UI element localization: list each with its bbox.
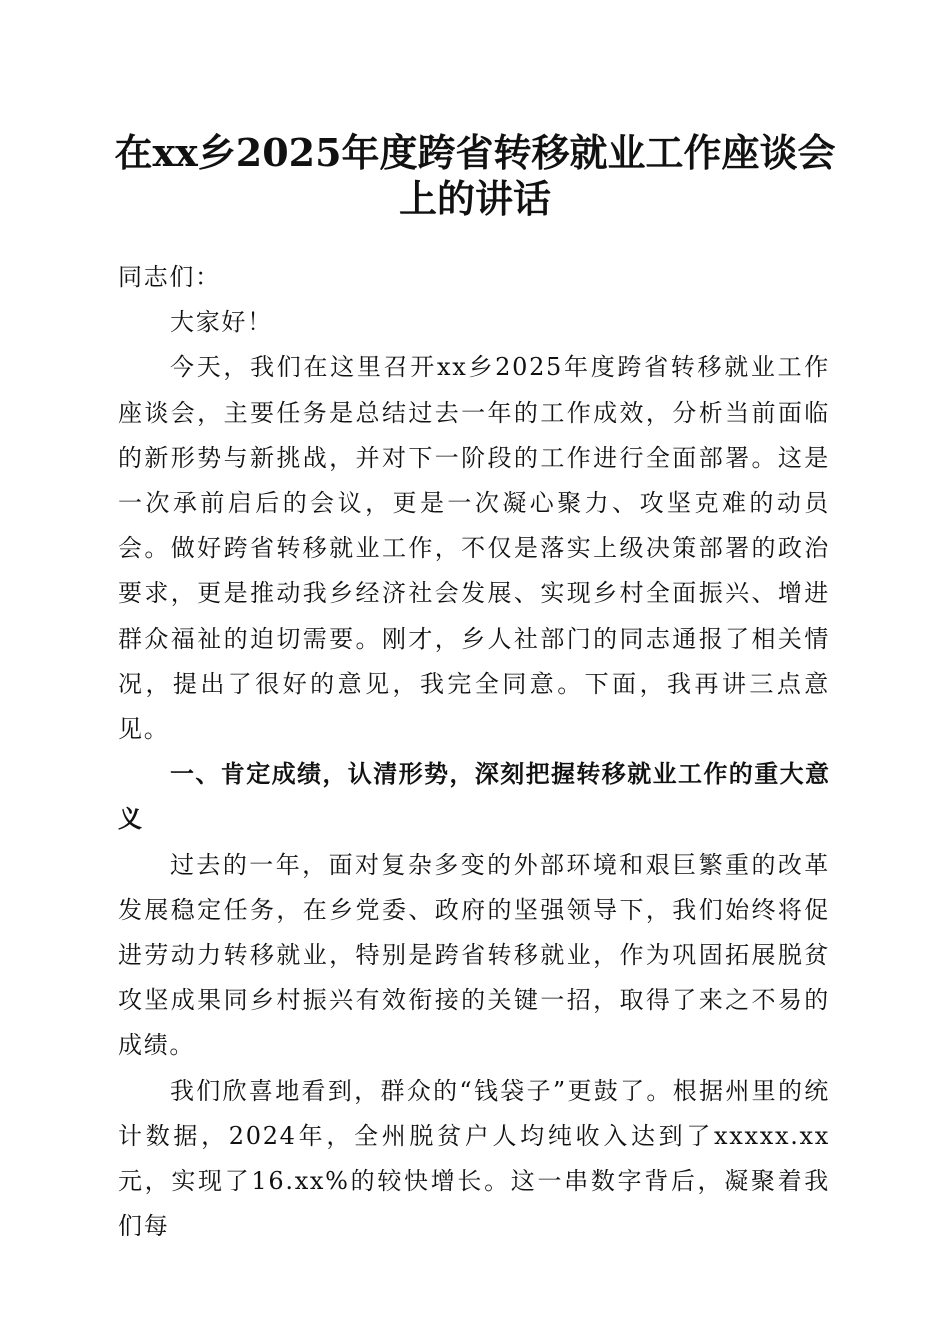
salutation: 同志们： — [118, 263, 221, 291]
document-body — [118, 255, 830, 1249]
section-heading: 一、肯定成绩，认清形势，深刻把握转移就业工作的重大意义 — [118, 760, 830, 834]
document-title: 在xx乡2025年度跨省转移就业工作座谈会上的讲话 — [114, 130, 836, 221]
greeting: 大家好！ — [170, 308, 273, 337]
section-paragraph-2: 我们欣喜地看到，群众的“钱袋子”更鼓了。根据州里的统计数据，2024年，全州脱贫户人均纯收入达到了xxxxx.xx元，实现了16.xx%的较快增长。这一串数字背后，凝聚着我们每 — [118, 1076, 830, 1241]
section-paragraph-1: 过去的一年，面对复杂多变的外部环境和艰巨繁重的改革发展稳定任务，在乡党委、政府的坚强领导下，我们始终将促进劳动力转移就业，特别是跨省转移就业，作为巩固拓展脱贫攻坚成果同乡村振兴有效衔接的关键一招，取得了来之不易的成绩。 — [118, 850, 830, 1060]
intro-paragraph: 今天，我们在这里召开xx乡2025年度跨省转移就业工作座谈会，主要任务是总结过去一年的工作成效，分析当前面临的新形势与新挑战，并对下一阶段的工作进行全面部署。这是一次承前启后的会议，更是一次凝心聚力、攻坚克难的动员会。做好跨省转移就业工作，不仅是落实上级决策部署的政治要求，更是推动我乡经济社会发展、实现乡村全面振兴、增进群众福祉的迫切需要。刚才，乡人社部门的同志通报了相关情况，提出了很好的意见，我完全同意。下面，我再讲三点意见。 — [118, 353, 830, 744]
